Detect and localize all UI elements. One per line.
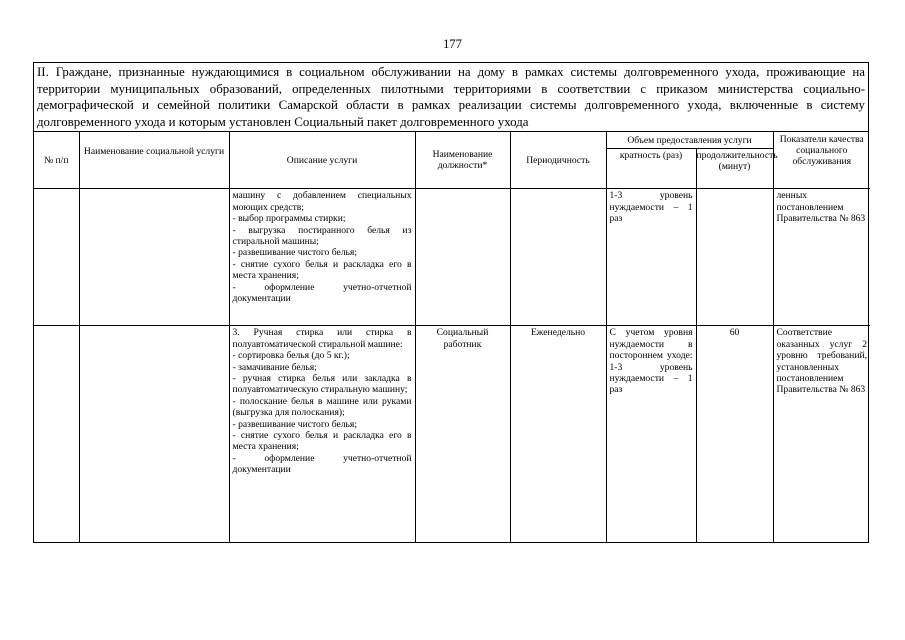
description-line: - выбор программы стирки; — [232, 213, 346, 225]
header-position: Наименование должности* — [415, 132, 510, 189]
cell-quality: Соответствие оказанных услуг 2 уровню требований, установленных постановлением Правительства № 863 — [773, 326, 870, 542]
cell-multiplicity: С учетом уровня нуждаемости в постороннем уходе: 1-3 уровень нуждаемости – 1 раз — [606, 326, 696, 542]
description-line: машину с добавлением специальных моющих средств; — [232, 190, 412, 213]
cell-duration: 60 — [696, 326, 773, 542]
header-duration: продолжительность (минут) — [696, 149, 773, 189]
cell-service-name — [79, 326, 229, 542]
cell-quality: ленных постановлением Правительства № 863 — [773, 189, 870, 326]
description-line: - сортировка белья (до 5 кг.); — [232, 350, 350, 362]
description-line: - ручная стирка белья или закладка в полуавтоматическую стиральную машину; — [232, 372, 412, 396]
description-line: - замачивание белья; — [232, 361, 317, 373]
page-number: 177 — [443, 37, 462, 51]
cell-num — [34, 326, 79, 542]
header-quality: Показатели качества социального обслуживания — [773, 132, 870, 189]
header-periodicity: Периодичность — [510, 132, 606, 189]
header-volume-group: Объем предоставления услуги — [606, 132, 773, 149]
description-line: - полоскание белья в машине или руками (выгрузка для полоскания); — [232, 395, 412, 419]
header-description: Описание услуги — [229, 132, 415, 189]
description-line: - снятие сухого белья и раскладка его в места хранения; — [232, 258, 412, 282]
header-service-name: Наименование социальной услуги — [79, 132, 229, 189]
description-line: - развешивание чистого белья; — [232, 418, 358, 430]
cell-position — [415, 189, 510, 326]
cell-description — [229, 189, 415, 326]
cell-num — [34, 189, 79, 326]
description-line: - снятие сухого белья и раскладка его в места хранения; — [232, 429, 412, 453]
document-table-frame — [33, 62, 869, 543]
cell-periodicity: Еженедельно — [510, 326, 606, 542]
header-num: № п/п — [34, 132, 79, 189]
description-line: - выгрузка постиранного белья из стиральной машины; — [232, 224, 412, 247]
table-row — [34, 189, 870, 326]
cell-periodicity — [510, 189, 606, 326]
cell-description — [229, 326, 415, 542]
description-line: - оформление учетно-отчетной документации — [232, 452, 412, 476]
cell-duration — [696, 189, 773, 326]
cell-multiplicity: 1-3 уровень нуждаемости – 1 раз — [606, 189, 696, 326]
description-line: - оформление учетно-отчетной документации — [232, 281, 412, 304]
cell-position: Социальный работник — [415, 326, 510, 542]
description-line: 3. Ручная стирка или стирка в полуавтоматической стиральной машине: — [232, 327, 412, 350]
table-row — [34, 326, 870, 542]
section-title: II. Граждане, признанные нуждающимися в социальном обслуживании на дому в рамках системы долговременного ухода, проживающие на территории муниципальных образований, определенных пилотными территориями в соответствии с приказом министерства социально-демографической и семейной политики Самарской области в рамках реализации системы долговременного ухода, включенные в систему долговременного ухода и которым установлен Социальный пакет долговременного ухода — [34, 63, 868, 132]
cell-service-name — [79, 189, 229, 326]
header-multiplicity: кратность (раз) — [606, 149, 696, 189]
services-table — [34, 132, 870, 542]
description-line: - развешивание чистого белья; — [232, 247, 358, 259]
